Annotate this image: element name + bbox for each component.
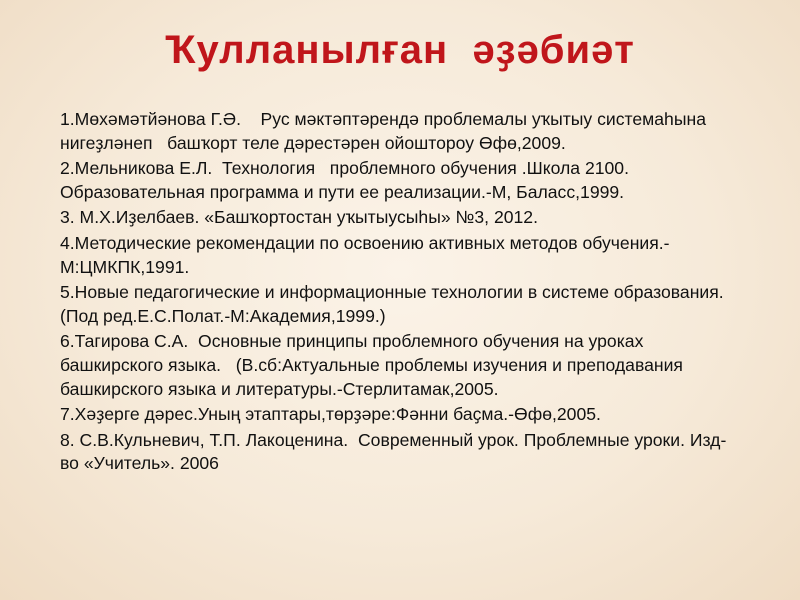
reference-list xyxy=(60,108,730,478)
reference-item-2: 2.Мельникова Е.Л. Технология проблемного обучения .Школа 2100. Образовательная программа и пути ее реализации.-М, Баласс,1999. xyxy=(60,158,634,202)
reference-item-4: 4.Методические рекомендации по освоению активных методов обучения.-М:ЦМКПК,1991. xyxy=(60,232,670,277)
reference-item-6: 6.Тагирова С.А. Основные принципы проблемного обучения на уроках башкирского языка. (В.сб:Актуальные проблемы изучения и преподавания башкирского языка и литературы.-Стерлитамак,2005. xyxy=(60,331,688,399)
reference-item-1: 1.Мөхәмәтйәнова Г.Ә. Рус мәктәптәрендә проблемалы уҡытыу системаһына нигеҙләнеп башҡорт теле дәрестәрен ойоштороу Өфө,2009. xyxy=(60,109,711,153)
reference-item-3: 3. М.Х.Иҙелбаев. «Башҡортостан уҡытыусыһы» №3, 2012. xyxy=(60,207,538,228)
reference-item-8: 8. С.В.Кульневич, Т.П. Лакоценина. Современный урок. Проблемные уроки. Изд-во «Учитель». 2006 xyxy=(60,429,727,474)
reference-item-7: 7.Хәҙерге дәрес.Уның этаптары,төрҙәре:Фәнни баҫма.-Өфө,2005. xyxy=(60,404,601,425)
slide-title: Ҡулланылған әҙәбиәт xyxy=(165,28,635,72)
reference-item-5: 5.Новые педагогические и информационные технологии в системе образования.(Под ред.Е.С.Полат.-М:Академия,1999.) xyxy=(60,282,724,326)
